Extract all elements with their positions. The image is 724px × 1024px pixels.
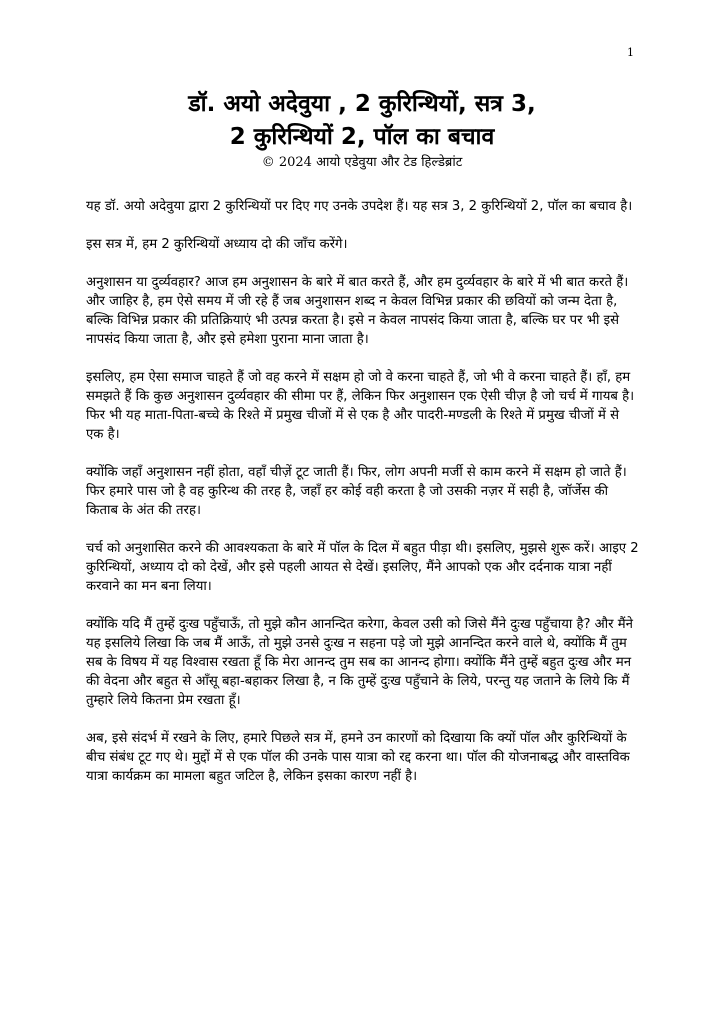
document-body [86, 197, 640, 805]
document-title [0, 88, 724, 154]
paragraph-3: अनुशासन या दुर्व्यवहार? आज हम अनुशासन के बारे में बात करते हैं, और हम दुर्व्यवहार के बारे में भी बात करते हैं। और जाहिर है, हम ऐसे समय में जी रहे हैं जब अनुशासन शब्द न केवल विभिन्न प्रकार की छवियों को जन्म देता है, बल्कि विभिन्न प्रकार की प्रतिक्रियाएं भी उत्पन्न करता है। इसे न केवल नापसंद किया जाता है, बल्कि घर पर भी इसे नापसंद किया जाता है, और इसे हमेशा पुराना माना जाता है। [86, 275, 629, 347]
page-number: 1 [627, 46, 634, 59]
paragraph-7: क्योंकि यदि मैं तुम्हें दुःख पहुँचाऊँ, तो मुझे कौन आनन्दित करेगा, केवल उसी को जिसे मैंने दुःख पहुँचाया है? और मैंने यह इसलिये लिखा कि जब मैं आऊँ, तो मुझे उनसे दुःख न सहना पड़े जो मुझे आनन्दित करने वाले थे, क्योंकि मैं तुम सब के विषय में यह विश्वास रखता हूँ कि मेरा आनन्द तुम सब का आनन्द होगा। क्योंकि मैंने तुम्हें बहुत दुःख और मन की वेदना और बहुत से आँसू बहा-बहाकर लिखा है, न कि तुम्हें दुःख पहुँचाने के लिये, परन्तु यह जताने के लिये कि मैं तुम्हारे लिये कितना प्रेम रखता हूँ। [86, 617, 633, 708]
paragraph-6: चर्च को अनुशासित करने की आवश्यकता के बारे में पॉल के दिल में बहुत पीड़ा थी। इसलिए, मुझसे शुरू करें। आइए 2 कुरिन्थियों, अध्याय दो को देखें, और इसे पहली आयत से देखें। इसलिए, मैंने आपको एक और दर्दनाक यात्रा नहीं करवाने का मन बना लिया। [86, 541, 639, 594]
paragraph-1: यह डॉ. अयो अदेवुया द्वारा 2 कुरिन्थियों पर दिए गए उनके उपदेश हैं। यह सत्र 3, 2 कुरिन्थियों 2, पॉल का बचाव है। [86, 199, 633, 214]
title-line-2: 2 कुरिन्थियों 2, पॉल का बचाव [229, 124, 495, 150]
paragraph-4: इसलिए, हम ऐसा समाज चाहते हैं जो वह करने में सक्षम हो जो वे करना चाहते हैं, जो भी वे करना चाहते हैं। हाँ, हम समझते हैं कि कुछ अनुशासन दुर्व्यवहार की सीमा पर हैं, लेकिन फिर अनुशासन एक ऐसी चीज़ है जो चर्च में गायब है। फिर भी यह माता-पिता-बच्चे के रिश्ते में प्रमुख चीजों में से एक है और पादरी-मण्डली के रिश्ते में प्रमुख चीजों में से एक है। [86, 370, 635, 442]
paragraph-5: क्योंकि जहाँ अनुशासन नहीं होता, वहाँ चीज़ें टूट जाती हैं। फिर, लोग अपनी मर्जी से काम करने में सक्षम हो जाते हैं। फिर हमारे पास जो है वह कुरिन्थ की तरह है, जहाँ हर कोई वही करता है जो उसकी नज़र में सही है, जॉर्जेस की किताब के अंत की तरह। [86, 465, 627, 518]
document-header [0, 88, 724, 172]
copyright-line: © 2024 आयो एडेवुया और टेड हिल्डेब्रांट [261, 155, 463, 170]
paragraph-2: इस सत्र में, हम 2 कुरिन्थियों अध्याय दो की जाँच करेंगे। [86, 237, 348, 252]
paragraph-8: अब, इसे संदर्भ में रखने के लिए, हमारे पिछले सत्र में, हमने उन कारणों को दिखाया कि क्यों पॉल और कुरिन्थियों के बीच संबंध टूट गए थे। मुद्दों में से एक पॉल की उनके पास यात्रा को रद्द करना था। पॉल की योजनाबद्ध और वास्तविक यात्रा कार्यक्रम का मामला बहुत जटिल है, लेकिन इसका कारण नहीं है। [86, 731, 630, 784]
title-line-1: डॉ. अयो अदेवुया , 2 कुरिन्थियों, सत्र 3, [188, 91, 536, 117]
